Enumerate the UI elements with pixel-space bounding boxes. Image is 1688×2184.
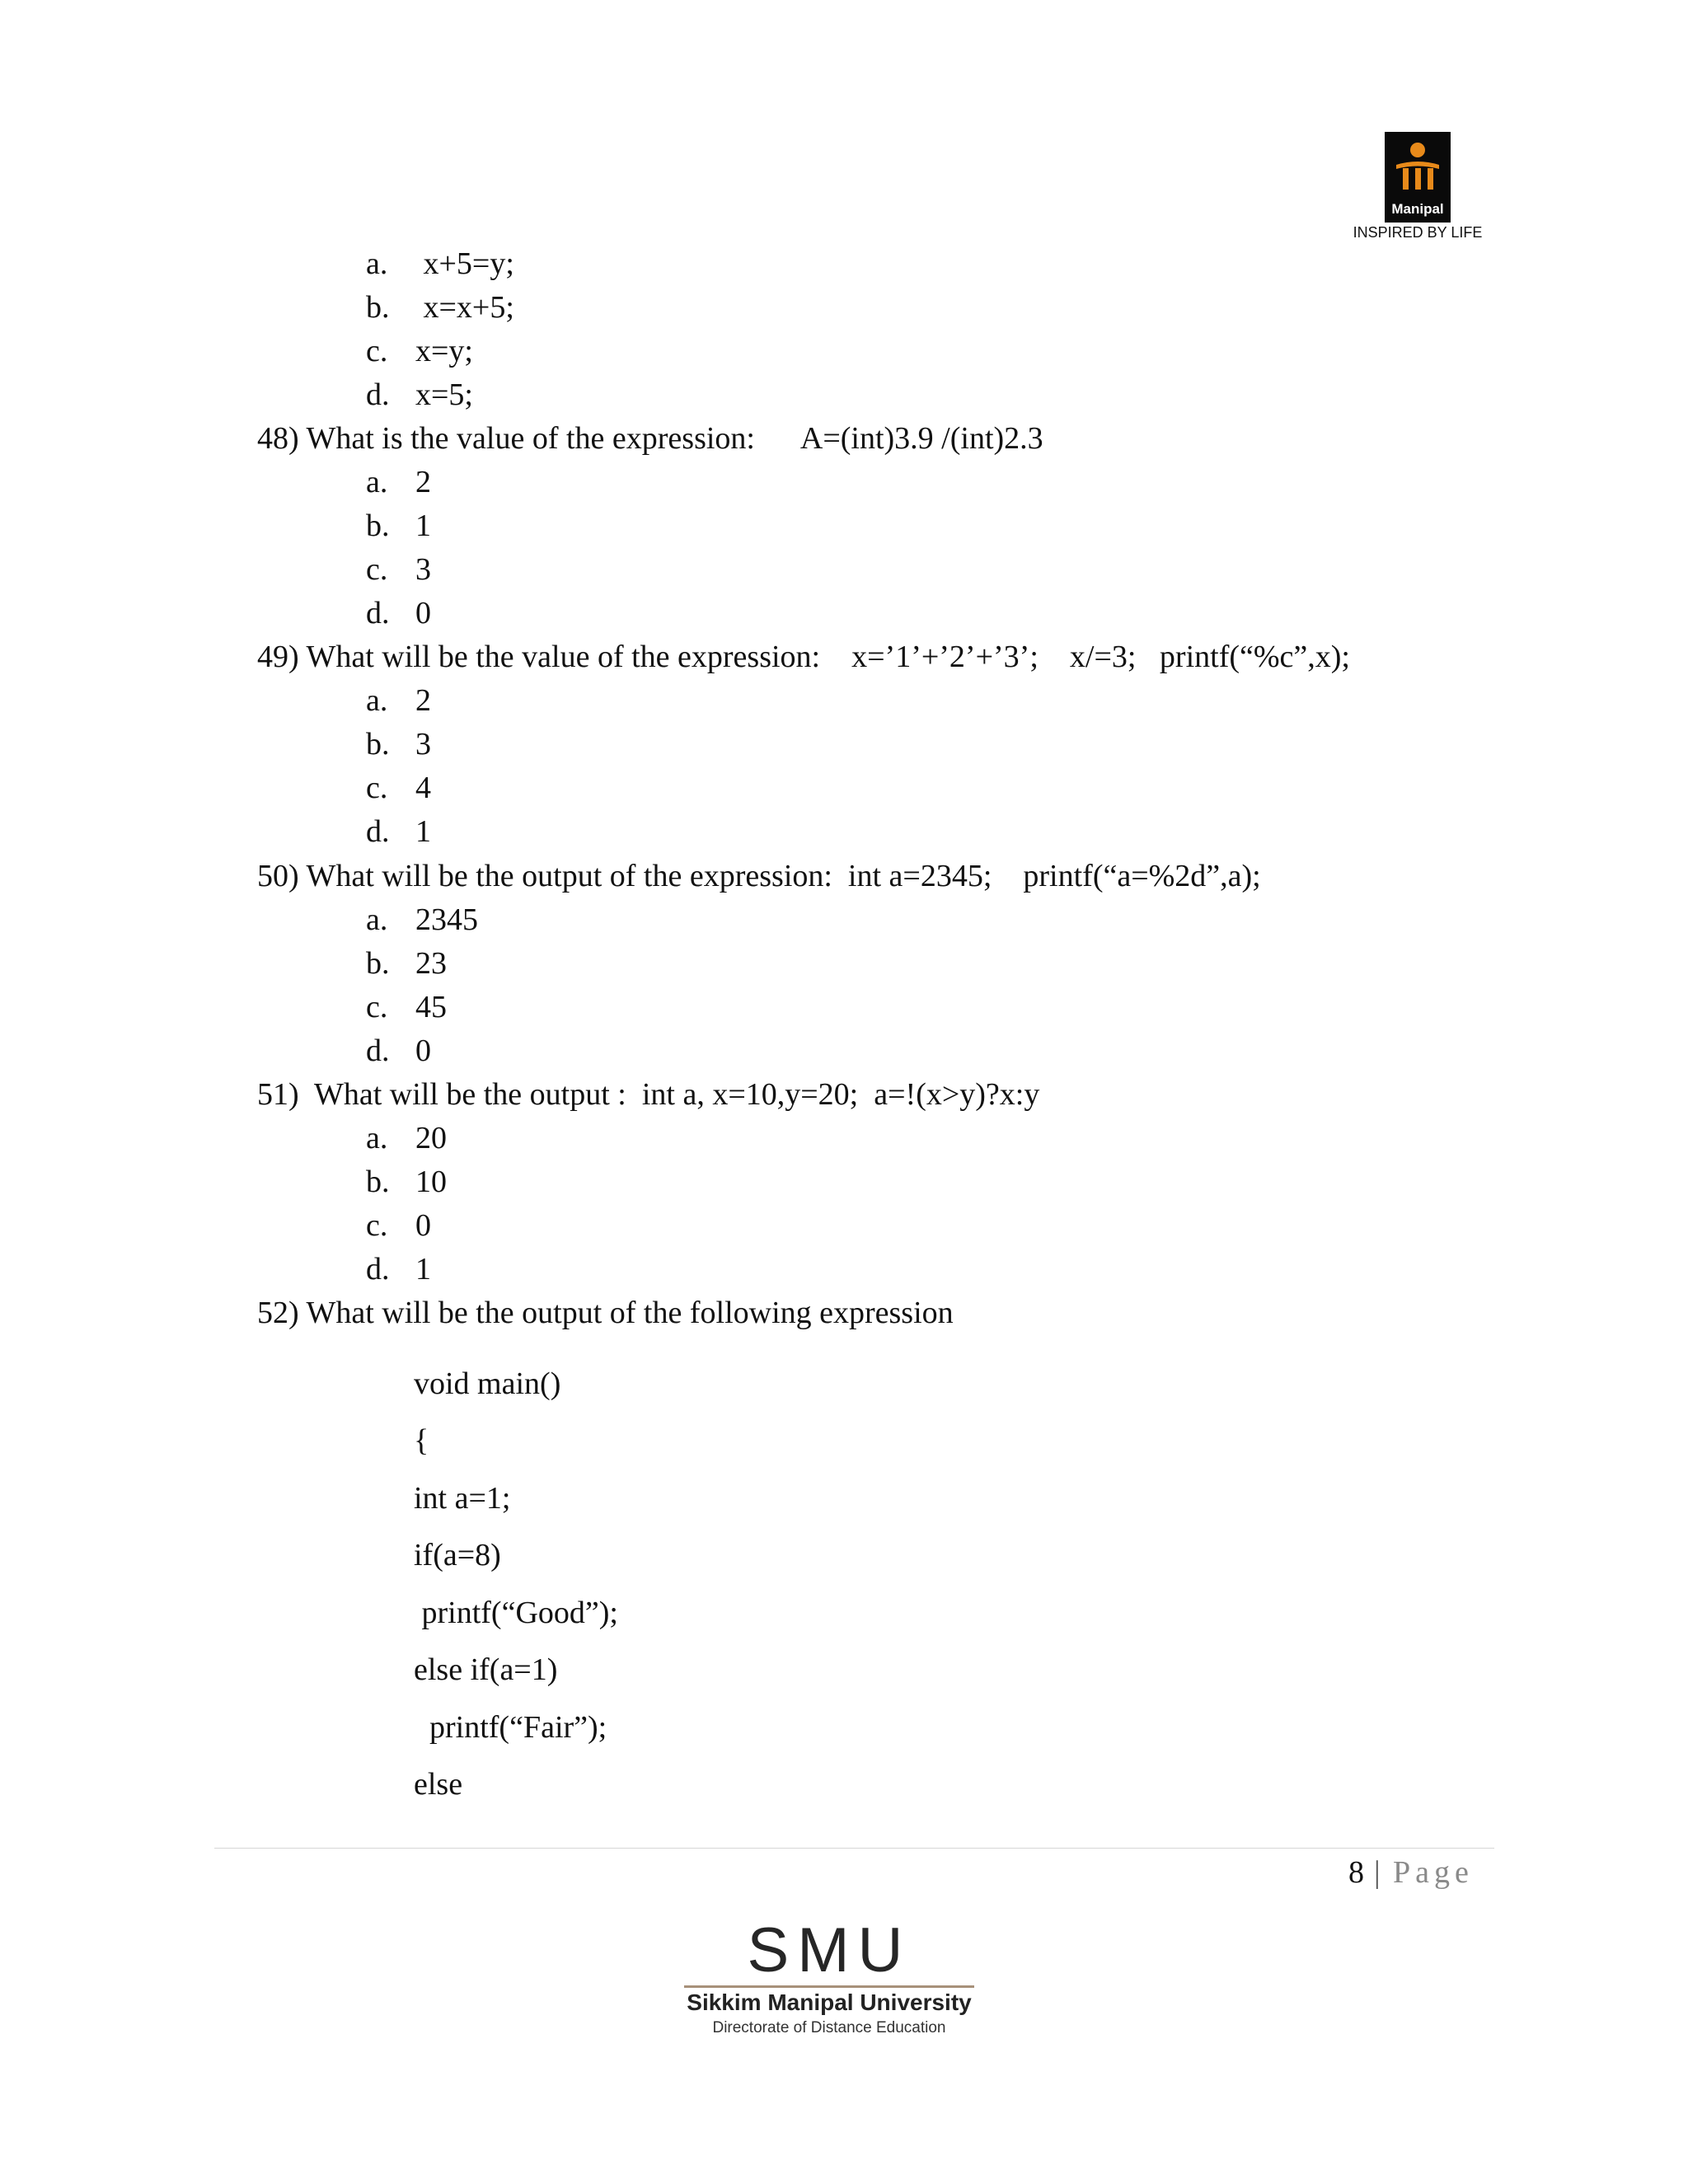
option-text: 2 — [415, 465, 431, 499]
list-item — [366, 508, 431, 544]
option-letter: c. — [366, 1208, 388, 1243]
option-text: x=y; — [415, 334, 473, 368]
code-line: if(a=8) — [414, 1538, 501, 1572]
option-letter: c. — [366, 990, 388, 1024]
option-text: x=5; — [415, 377, 473, 412]
list-item — [366, 945, 447, 982]
option-text: 1 — [415, 1252, 431, 1286]
question-52: 52) What will be the output of the following expression — [257, 1296, 954, 1330]
option-letter: c. — [366, 552, 388, 587]
page-separator: | — [1374, 1855, 1381, 1890]
list-item — [366, 1033, 431, 1069]
option-text: 3 — [415, 552, 431, 587]
option-letter: a. — [366, 683, 388, 718]
code-line: void main() — [414, 1366, 561, 1401]
option-text: x+5=y; — [415, 246, 514, 281]
list-item — [366, 989, 447, 1025]
option-text: 0 — [415, 1033, 431, 1068]
list-item — [366, 377, 473, 413]
option-text: 4 — [415, 771, 431, 805]
list-item — [366, 595, 431, 631]
option-letter: a. — [366, 465, 388, 499]
option-letter: d. — [366, 814, 390, 849]
option-letter: a. — [366, 1121, 388, 1155]
list-item — [366, 246, 514, 282]
list-item — [366, 726, 431, 762]
question-51: 51) What will be the output : int a, x=10,y=20; a=!(x>y)?x:y — [257, 1077, 1040, 1112]
question-49: 49) What will be the value of the expression: x=’1’+’2’+’3’; x/=3; printf(“%c”,x); — [257, 640, 1350, 674]
smu-letters: SMU — [747, 1915, 912, 1985]
question-48: 48) What is the value of the expression: A=(int)3.9 /(int)2.3 — [257, 421, 1043, 456]
code-line: else if(a=1) — [414, 1652, 558, 1687]
list-item — [366, 333, 473, 369]
option-letter: a. — [366, 902, 388, 937]
page-label: Page — [1393, 1855, 1474, 1890]
logo-tagline: INSPIRED BY LIFE — [1353, 224, 1483, 241]
code-line: printf(“Fair”); — [414, 1710, 607, 1745]
option-text: 20 — [415, 1121, 447, 1155]
list-item — [366, 902, 478, 938]
list-item — [366, 289, 514, 326]
manipal-logo — [1385, 132, 1451, 223]
list-item — [366, 1251, 431, 1287]
option-text: x=x+5; — [415, 290, 514, 325]
page-number: 8 — [1348, 1855, 1364, 1890]
option-letter: b. — [366, 1165, 390, 1199]
code-line: else — [414, 1767, 463, 1802]
smu-logo-rule — [684, 1985, 974, 1988]
option-text: 2 — [415, 683, 431, 718]
option-text: 0 — [415, 1208, 431, 1243]
option-letter: b. — [366, 946, 390, 981]
option-text: 1 — [415, 814, 431, 849]
list-item — [366, 770, 431, 806]
option-text: 45 — [415, 990, 447, 1024]
option-letter: c. — [366, 334, 388, 368]
list-item — [366, 1120, 447, 1156]
list-item — [366, 551, 431, 588]
university-name: Sikkim Manipal University — [687, 1990, 972, 2015]
option-text: 1 — [415, 509, 431, 543]
directorate-name: Directorate of Distance Education — [712, 2019, 946, 2036]
footer-divider — [214, 1848, 1494, 1849]
option-text: 10 — [415, 1165, 447, 1199]
code-line: int a=1; — [414, 1481, 511, 1516]
list-item — [366, 813, 431, 850]
question-50: 50) What will be the output of the expression: int a=2345; printf(“a=%2d”,a); — [257, 859, 1261, 893]
code-line: printf(“Good”); — [414, 1596, 618, 1630]
manipal-figure-icon — [1385, 132, 1451, 199]
list-item — [366, 464, 431, 500]
option-letter: c. — [366, 771, 388, 805]
list-item — [366, 1207, 431, 1244]
option-letter: a. — [366, 246, 388, 281]
option-text: 0 — [415, 596, 431, 630]
option-letter: d. — [366, 377, 390, 412]
logo-word: Manipal — [1391, 201, 1444, 217]
option-letter: b. — [366, 509, 390, 543]
code-line: { — [414, 1423, 429, 1458]
option-text: 2345 — [415, 902, 478, 937]
option-letter: d. — [366, 596, 390, 630]
option-text: 3 — [415, 727, 431, 762]
option-letter: b. — [366, 727, 390, 762]
option-letter: d. — [366, 1252, 390, 1286]
list-item — [366, 1164, 447, 1200]
option-letter: d. — [366, 1033, 390, 1068]
option-letter: b. — [366, 290, 390, 325]
smu-logo — [676, 1916, 982, 2040]
list-item — [366, 682, 431, 719]
option-text: 23 — [415, 946, 447, 981]
